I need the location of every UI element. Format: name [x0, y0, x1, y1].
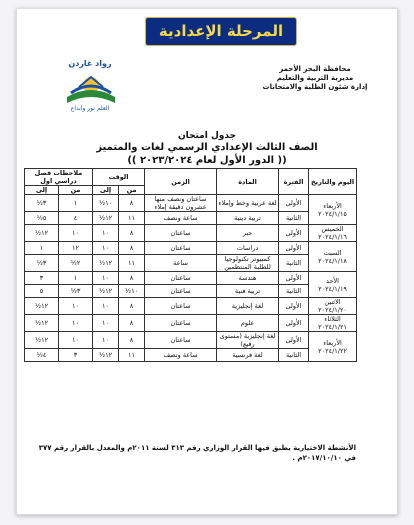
- b-to-cell: ١: [25, 242, 59, 255]
- b-to-cell: ٥½: [25, 212, 59, 225]
- subject-cell: لغة عربية وخط وإملاء: [217, 195, 279, 212]
- t-from-cell: ١١: [119, 349, 145, 362]
- day-date-cell: [309, 272, 357, 298]
- date-label: ٢٠٢٤/١/٢٢: [318, 346, 347, 355]
- period-cell: الأولى: [279, 225, 309, 242]
- header-break: ملاحظات فصل دراسي اول: [25, 169, 93, 186]
- period-cell: الأولى: [279, 195, 309, 212]
- t-to-cell: ١٠½: [93, 195, 119, 212]
- b-to-cell: ١٢½: [25, 315, 59, 332]
- duration-cell: ساعة ونصف: [145, 349, 217, 362]
- term-label: (( الدور الأول لعام ٢٠٢٣/٢٠٢٤ )): [127, 155, 287, 166]
- day-date-cell: [309, 298, 357, 315]
- t-from-cell: ٨: [119, 332, 145, 349]
- subject-cell: علوم: [217, 315, 279, 332]
- header-break-from: من: [59, 186, 93, 195]
- directorate-label: مديرية التربية والتعليم: [276, 74, 354, 82]
- b-from-cell: ١٠: [59, 315, 93, 332]
- t-to-cell: ١٠: [93, 332, 119, 349]
- day-date-cell: [309, 332, 357, 362]
- b-from-cell: ٤: [59, 212, 93, 225]
- day-label: الثلاثاء: [324, 315, 341, 323]
- b-from-cell: ١٢: [59, 242, 93, 255]
- header-subject: المادة: [217, 169, 279, 195]
- t-from-cell: ٨: [119, 225, 145, 242]
- t-to-cell: ١٢½: [93, 212, 119, 225]
- schedule-headings: [41, 131, 373, 167]
- schedule-title: جدول امتحان: [177, 131, 237, 141]
- logo-subtitle: العلم نور وابداع: [70, 105, 110, 112]
- duration-cell: ساعتان: [145, 225, 217, 242]
- t-to-cell: ١٠: [93, 315, 119, 332]
- t-from-cell: ٨: [119, 272, 145, 285]
- day-date-cell: [309, 225, 357, 242]
- schedule-body: [25, 195, 357, 362]
- t-to-cell: ١٢½: [93, 349, 119, 362]
- period-cell: الثانية: [279, 285, 309, 298]
- table-row: [25, 225, 357, 242]
- subject-cell: دراسات: [217, 242, 279, 255]
- subject-cell: لغة فرنسية: [217, 349, 279, 362]
- table-row: [25, 285, 357, 298]
- b-from-cell: ١٠: [59, 225, 93, 242]
- table-row: [25, 315, 357, 332]
- subject-cell: تربية فنية: [217, 285, 279, 298]
- footer-line-2: في ٢٠١٧/١٠/١٠م .: [292, 454, 356, 462]
- grade-subtitle: الصف الثالث الإعدادي الرسمي لغات والمتميز: [96, 142, 318, 153]
- duration-cell: ساعة: [145, 255, 217, 272]
- header-break-to: إلى: [25, 186, 59, 195]
- period-cell: الثانية: [279, 349, 309, 362]
- day-date-cell: [309, 315, 357, 332]
- t-from-cell: ٨: [119, 195, 145, 212]
- subject-cell: لغة إنجليزية: [217, 298, 279, 315]
- subject-cell: جبر: [217, 225, 279, 242]
- t-from-cell: ١١: [119, 255, 145, 272]
- subject-cell: لغة إنجليزية (مستوى رفيع): [217, 332, 279, 349]
- b-to-cell: ٥: [25, 285, 59, 298]
- b-from-cell: ١: [59, 272, 93, 285]
- stage-banner: المرحلة الإعدادية: [145, 17, 297, 46]
- t-to-cell: ١٢½: [93, 255, 119, 272]
- subject-cell: هندسة: [217, 272, 279, 285]
- day-label: السبت: [323, 248, 342, 257]
- header-time: الوقت: [93, 169, 145, 186]
- table-row: [25, 195, 357, 212]
- b-to-cell: ١٢½: [25, 298, 59, 315]
- ministry-header: [245, 65, 385, 92]
- date-label: ٢٠٢٤/١/١٦: [318, 233, 347, 241]
- subject-cell: تربية دينية: [217, 212, 279, 225]
- period-cell: الأولى: [279, 272, 309, 285]
- period-cell: الأولى: [279, 242, 309, 255]
- date-label: ٢٠٢٤/١/١٥: [318, 209, 347, 218]
- t-from-cell: ١١: [119, 212, 145, 225]
- footer-line-1: الأنشطة الاختيارية يطبق فيها القرار الوزاري رقم ٣١٣ لسنة ٢٠١١م والمعدل بالقرار رقم ٣٧٧: [38, 444, 356, 452]
- b-to-cell: ٣½: [25, 195, 59, 212]
- day-label: الأربعاء: [323, 201, 342, 210]
- period-cell: الأولى: [279, 332, 309, 349]
- t-to-cell: ١٠: [93, 242, 119, 255]
- b-to-cell: ٤½: [25, 349, 59, 362]
- governorate-label: محافظة البحر الأحمر: [279, 65, 351, 73]
- duration-cell: ساعتان ونصف منها عشرون دقيقة إملاء: [145, 195, 217, 212]
- table-row: [25, 272, 357, 285]
- b-to-cell: ٣: [25, 272, 59, 285]
- b-from-cell: ٣: [59, 349, 93, 362]
- day-label: الأحد: [326, 276, 339, 285]
- t-to-cell: ١٠: [93, 225, 119, 242]
- table-row: [25, 212, 357, 225]
- t-from-cell: ١٠½: [119, 285, 145, 298]
- t-to-cell: ١٠: [93, 272, 119, 285]
- b-from-cell: ٣½: [59, 285, 93, 298]
- t-to-cell: ١٠: [93, 298, 119, 315]
- b-from-cell: ٢½: [59, 255, 93, 272]
- b-from-cell: ١٠: [59, 298, 93, 315]
- date-label: ٢٠٢٤/١/١٩: [318, 284, 347, 293]
- table-row: [25, 349, 357, 362]
- t-from-cell: ٨: [119, 298, 145, 315]
- table-row: [25, 242, 357, 255]
- date-label: ٢٠٢٤/١/٢٠: [318, 306, 347, 314]
- b-to-cell: ٣½: [25, 255, 59, 272]
- period-cell: الثانية: [279, 212, 309, 225]
- t-from-cell: ٨: [119, 242, 145, 255]
- duration-cell: ساعة ونصف: [145, 212, 217, 225]
- period-cell: الثانية: [279, 255, 309, 272]
- header-time-to: إلى: [93, 186, 119, 195]
- header-day-date: اليوم والتاريخ: [309, 169, 357, 195]
- duration-cell: ساعتان: [145, 242, 217, 255]
- duration-cell: ساعتان: [145, 332, 217, 349]
- header-time-from: من: [119, 186, 145, 195]
- day-label: الأربعاء: [323, 338, 342, 347]
- administration-label: إدارة شئون الطلبة والامتحانات: [262, 83, 368, 91]
- t-from-cell: ٨: [119, 315, 145, 332]
- exam-schedule-table: [24, 168, 357, 362]
- duration-cell: ساعتان: [145, 298, 217, 315]
- footer-note: [24, 443, 356, 463]
- t-to-cell: ١٢½: [93, 285, 119, 298]
- period-cell: الأولى: [279, 315, 309, 332]
- subject-cell: كمبيوتر تكنولوجيا للطلبة المنتظمين: [217, 255, 279, 272]
- duration-cell: ساعتان: [145, 285, 217, 298]
- b-from-cell: ١: [59, 195, 93, 212]
- b-from-cell: ١٠: [59, 332, 93, 349]
- b-to-cell: ١٢½: [25, 225, 59, 242]
- table-row: [25, 255, 357, 272]
- duration-cell: ساعتان: [145, 272, 217, 285]
- date-label: ٢٠٢٤/١/١٨: [318, 256, 347, 265]
- logo-title: رواد غاردن: [68, 59, 112, 68]
- header-duration: الزمن: [145, 169, 217, 195]
- duration-cell: ساعتان: [145, 315, 217, 332]
- header-period: الفترة: [279, 169, 309, 195]
- table-row: [25, 298, 357, 315]
- day-date-cell: [309, 195, 357, 225]
- day-label: الاثنين: [324, 298, 341, 306]
- date-label: ٢٠٢٤/١/٢١: [318, 323, 347, 331]
- period-cell: الأولى: [279, 298, 309, 315]
- day-label: الخميس: [321, 225, 344, 233]
- day-date-cell: [309, 242, 357, 272]
- table-row: [25, 332, 357, 349]
- b-to-cell: ١٢½: [25, 332, 59, 349]
